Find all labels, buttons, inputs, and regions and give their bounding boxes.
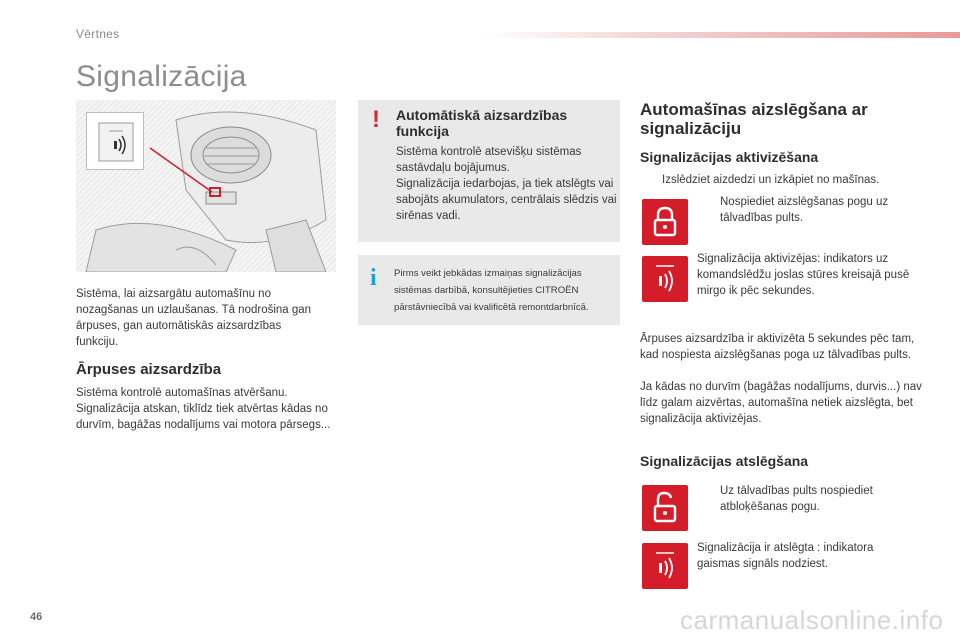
info-text: Pirms veikt jebkādas izmaiņas signalizācijas sistēmas darbībā, konsultējieties CITROËN pārstāvniecībā vai kvalificētā remontdarbnīcā. [394,268,589,313]
outer-protection-text: Sistēma kontrolē automašīnas atvēršanu. Signalizācija atskan, tiklīdz tiek atvērtas kādas no durvīm, bagāžas nodalījums vai motora pārsegs... [76,387,331,431]
auto-protection-heading: Automātiskā aizsardzības funkcija [396,107,568,139]
alarm-switch-inset [86,112,144,170]
header-gradient-bar [480,32,960,38]
section-label: Vērtnes [76,27,120,41]
lock-button-icon [642,199,688,245]
dashboard-illustration [76,100,336,272]
activation-para2: Ja kādas no durvīm (bagāžas nodalījums, durvis...) nav līdz galam aizvērtas, automašīna netiek aizslēgta, bet signalizācija aktivizējas. [640,381,922,425]
deactivation-note: Signalizācija ir atslēgta : indikatora gaismas signāls nodziest. [697,542,874,570]
watermark: carmanualsonline.info [680,605,944,635]
auto-protection-box [358,100,620,242]
page-title: Signalizācija [76,60,247,93]
activation-heading: Signalizācijas aktivizēšana [640,149,819,165]
step-2: Nospiediet aizslēgšanas pogu uz tālvadības pults. [720,196,889,224]
activation-para1: Ārpuses aizsardzība ir aktivizēta 5 sekundes pēc tam, kad nospiesta aizslēgšanas poga uz tālvadības pults. [640,333,915,361]
unlock-button-icon [642,485,688,531]
auto-protection-text2: Signalizācija iedarbojas, ja tiek atslēgts vai sabojāts akumulators, centrālais slēdzis vai sirēnas vadi. [396,178,617,222]
page-number: 46 [30,611,43,623]
intro-text: Sistēma, lai aizsargātu automašīnu no nozagšanas un uzlaušanas. Tā nodrošina gan ārpuses, gan automātiskās aizsardzības funkciju. [76,288,312,348]
info-box [358,255,620,325]
alarm-off-button-icon [642,543,688,589]
alarm-switch-icon [87,113,145,171]
step-3: Uz tālvadības pults nospiediet atbloķēšanas pogu. [720,485,873,513]
auto-protection-text1: Sistēma kontrolē atsevišķu sistēmas sastāvdaļu bojājumus. [396,146,582,174]
activation-note: Signalizācija aktivizējas: indikators uz komandslēdžu joslas stūres kreisajā pusē mirgo ik pēc sekundes. [697,253,910,297]
outer-protection-heading: Ārpuses aizsardzība [76,361,222,378]
alarm-button-icon [642,256,688,302]
info-icon: i [370,265,377,291]
locking-heading: Automašīnas aizslēgšana ar signalizāciju [640,100,868,138]
step-1: Izslēdziet aizdedzi un izkāpiet no mašīnas. [662,174,880,186]
warning-icon: ! [372,106,380,133]
deactivation-heading: Signalizācijas atslēgšana [640,453,809,469]
